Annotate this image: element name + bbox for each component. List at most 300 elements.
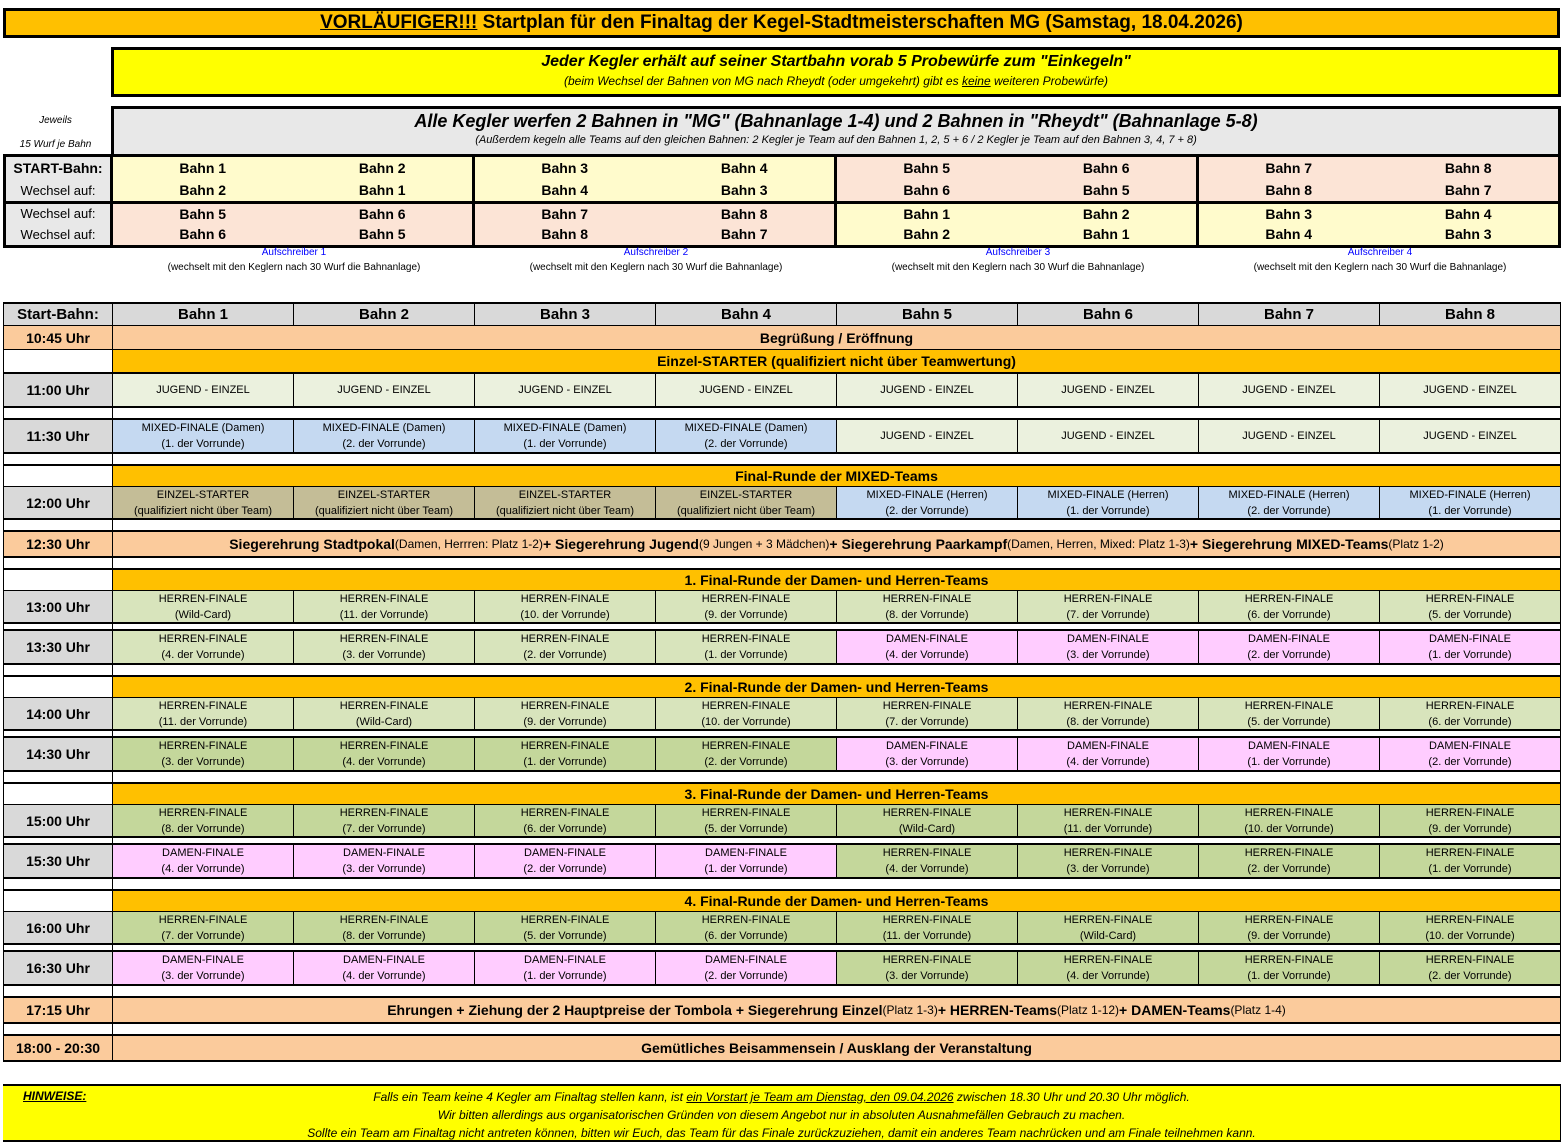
lane-cell: Bahn 5 (358, 226, 406, 242)
spacer (4, 772, 1560, 782)
slot-detail: (5. der Vorrunde) (1428, 608, 1512, 621)
lane-slot (656, 845, 837, 877)
time-cell: 14:00 Uhr (4, 698, 113, 729)
lane-slot (113, 591, 294, 622)
slot-event: JUGEND - EINZEL (337, 384, 431, 396)
spacer (4, 520, 1560, 530)
slot-event: HERREN-FINALE (158, 699, 248, 712)
time-cell: 17:15 Uhr (4, 998, 113, 1022)
slot-event: JUGEND - EINZEL (699, 384, 793, 396)
time-cell-empty (4, 677, 113, 697)
lane-slot (294, 952, 475, 984)
slot-event: HERREN-FINALE (339, 740, 429, 752)
lane-row-switch2 (6, 201, 1558, 223)
slot-event: MIXED-FINALE (Damen) (322, 422, 446, 434)
lane-cell: Bahn 7 (1265, 160, 1313, 176)
header-lane: Bahn 4 (656, 304, 837, 325)
spacer (4, 454, 1560, 464)
time-cell: 12:00 Uhr (4, 487, 113, 518)
slot-event: HERREN-FINALE (339, 699, 429, 712)
slot-detail: (4. der Vorrunde) (1066, 756, 1150, 768)
slot-event: DAMEN-FINALE (705, 847, 787, 859)
slot-event: DAMEN-FINALE (524, 847, 606, 859)
time-cell: 13:30 Uhr (4, 631, 113, 663)
time-cell: 12:30 Uhr (4, 532, 113, 556)
slot-event: MIXED-FINALE (Damen) (141, 422, 265, 434)
slot-detail: (2. der Vorrunde) (1247, 649, 1331, 661)
lane-slot (837, 591, 1018, 622)
slot-event: HERREN-FINALE (339, 913, 429, 926)
lane-slot (1380, 374, 1560, 406)
time-cell: 13:00 Uhr (4, 591, 113, 622)
lane-slot (837, 738, 1018, 770)
lane-slot (837, 845, 1018, 877)
lane-slot (294, 805, 475, 836)
slot-event: HERREN-FINALE (339, 633, 429, 645)
slot-detail: (3. der Vorrunde) (161, 970, 245, 982)
slot-event: HERREN-FINALE (158, 633, 248, 645)
lane-slot (1018, 631, 1199, 663)
lane-slot (1018, 738, 1199, 770)
slot-event: HERREN-FINALE (158, 592, 248, 605)
lane-cell: Bahn 3 (1265, 205, 1313, 222)
side-note-line1: Jeweils (39, 115, 72, 126)
lane-cell: Bahn 7 (1444, 182, 1492, 198)
lane-cell: Bahn 8 (1265, 182, 1313, 198)
slot-detail: (Wild-Card) (898, 822, 956, 835)
side-note-line2: 15 Wurf je Bahn (19, 139, 92, 150)
lane-cell: Bahn 1 (179, 160, 227, 176)
slot-event: MIXED-FINALE (Herren) (866, 488, 988, 501)
lane-slot (1199, 487, 1380, 518)
slot-detail: (4. der Vorrunde) (161, 649, 245, 661)
slot-detail: (3. der Vorrunde) (885, 756, 969, 768)
page-title (3, 8, 1560, 38)
lane-slot (475, 738, 656, 770)
hinweise-line3: Sollte ein Team am Finaltag nicht antreten können, bitten wir Euch, das Team für das Finale zurückzuziehen, damit ein anderes Team nachrücken und am Finale teilnehmen kann. (307, 1126, 1256, 1140)
slot-event: DAMEN-FINALE (162, 954, 244, 966)
lane-slot (1380, 845, 1560, 877)
lane-slot (837, 487, 1018, 518)
slot-detail: (2. der Vorrunde) (1428, 970, 1512, 982)
lane-slot (113, 374, 294, 406)
aufschreiber-name: Aufschreiber 2 (623, 247, 689, 258)
slot-detail: (1. der Vorrunde) (1247, 970, 1331, 982)
slot-event: HERREN-FINALE (1244, 954, 1334, 966)
aufschreiber-desc: (wechselt mit den Keglern nach 30 Wurf die Bahnanlage) (1253, 262, 1507, 273)
lane-slot (1018, 591, 1199, 622)
slot-detail: (10. der Vorrunde) (1425, 929, 1515, 942)
lane-cell: Bahn 4 (720, 160, 768, 176)
lane-slot (113, 912, 294, 943)
slot-detail: (Wild-Card) (1079, 929, 1137, 942)
slot-event: HERREN-FINALE (520, 740, 610, 752)
header-label: Start-Bahn: (4, 304, 113, 325)
slot-detail: (4. der Vorrunde) (342, 756, 426, 768)
lane-slot (1380, 487, 1560, 518)
row-1330 (4, 629, 1560, 665)
slot-event: MIXED-FINALE (Herren) (1047, 488, 1169, 501)
aufschreiber-2 (475, 247, 837, 273)
row-1400 (4, 697, 1560, 731)
section-title: 2. Final-Runde der Damen- und Herren-Teams (113, 677, 1560, 697)
header-lane: Bahn 3 (475, 304, 656, 325)
lane-slot (1018, 912, 1199, 943)
warmup-notice (111, 47, 1561, 97)
slot-detail: (4. der Vorrunde) (1066, 970, 1150, 982)
slot-event: MIXED-FINALE (Damen) (684, 422, 808, 434)
lane-slot (1018, 487, 1199, 518)
slot-detail: (1. der Vorrunde) (523, 756, 607, 768)
spacer (4, 558, 1560, 568)
lane-cell: Bahn 8 (720, 205, 768, 222)
section-mixed (4, 464, 1560, 486)
lane-cell: Bahn 1 (358, 182, 406, 198)
lane-slot (1199, 952, 1380, 984)
slot-detail: (qualifiziert nicht über Team) (496, 504, 634, 517)
slot-detail: (5. der Vorrunde) (1247, 715, 1331, 728)
lane-row-label: Wechsel auf: (6, 179, 113, 201)
row-1130 (4, 418, 1560, 454)
lane-slot (1018, 845, 1199, 877)
slot-detail: (9. der Vorrunde) (704, 608, 788, 621)
lane-slot (1199, 420, 1380, 452)
slot-detail: (10. der Vorrunde) (1244, 822, 1334, 835)
section-title: 1. Final-Runde der Damen- und Herren-Teams (113, 570, 1560, 590)
slot-event: JUGEND - EINZEL (1242, 430, 1336, 442)
slot-detail: (7. der Vorrunde) (1066, 608, 1150, 621)
slot-event: HERREN-FINALE (1425, 913, 1515, 926)
slot-event: HERREN-FINALE (1063, 592, 1153, 605)
slot-event: HERREN-FINALE (1425, 847, 1515, 859)
lane-slot (1018, 420, 1199, 452)
slot-detail: (11. der Vorrunde) (158, 715, 248, 728)
aufschreiber-name: Aufschreiber 4 (1347, 247, 1413, 258)
aufschreiber-1 (113, 247, 475, 273)
slot-event: JUGEND - EINZEL (1061, 384, 1155, 396)
slot-event: HERREN-FINALE (1244, 592, 1334, 605)
lane-slot (837, 374, 1018, 406)
lane-slot (475, 805, 656, 836)
slot-detail: (10. der Vorrunde) (520, 608, 610, 621)
slot-detail: (4. der Vorrunde) (342, 970, 426, 982)
slot-detail: (qualifiziert nicht über Team) (134, 504, 272, 517)
spacer (4, 879, 1560, 889)
schedule-table (3, 302, 1561, 1062)
slot-detail: (1. der Vorrunde) (704, 649, 788, 661)
slot-detail: (7. der Vorrunde) (161, 929, 245, 942)
lane-slot (1199, 845, 1380, 877)
lane-cell: Bahn 3 (1444, 226, 1492, 242)
aufschreiber-3 (837, 247, 1199, 273)
title-prefix: VORLÄUFIGER!!! (320, 12, 478, 33)
lane-slot (294, 420, 475, 452)
lane-slot (1380, 805, 1560, 836)
lane-slot (113, 420, 294, 452)
lane-slot (113, 698, 294, 729)
slot-detail: (2. der Vorrunde) (704, 438, 788, 450)
header-lane: Bahn 8 (1380, 304, 1560, 325)
lane-slot (1018, 698, 1199, 729)
section-round3 (4, 782, 1560, 804)
time-cell: 10:45 Uhr (4, 326, 113, 349)
lane-cell: Bahn 2 (1082, 205, 1130, 222)
slot-detail: (3. der Vorrunde) (342, 863, 426, 875)
row-1200 (4, 486, 1560, 520)
lane-slot (656, 591, 837, 622)
slot-event: HERREN-FINALE (520, 699, 610, 712)
slot-event: HERREN-FINALE (701, 699, 791, 712)
lane-info-box (111, 106, 1561, 154)
row-1500 (4, 804, 1560, 838)
slot-detail: (2. der Vorrunde) (885, 504, 969, 517)
slot-detail: (1. der Vorrunde) (161, 438, 245, 450)
slot-event: HERREN-FINALE (1063, 954, 1153, 966)
slot-event: HERREN-FINALE (701, 592, 791, 605)
section-einzel (4, 350, 1560, 372)
event-cell: Begrüßung / Eröffnung (113, 326, 1560, 349)
slot-detail: (1. der Vorrunde) (704, 863, 788, 875)
lane-slot (475, 631, 656, 663)
lane-cell: Bahn 7 (541, 205, 589, 222)
slot-event: DAMEN-FINALE (1429, 633, 1511, 645)
slot-event: HERREN-FINALE (701, 913, 791, 926)
time-cell-empty (4, 350, 113, 372)
lane-slot (656, 698, 837, 729)
slot-event: HERREN-FINALE (158, 913, 248, 926)
slot-detail: (8. der Vorrunde) (161, 822, 245, 835)
hinweise-line2: Wir bitten allerdings aus organisatorischen Gründen von diesem Angebot nur in absoluten Ausnahmefällen Gebrauch zu machen. (437, 1108, 1126, 1122)
slot-detail: (3. der Vorrunde) (161, 756, 245, 768)
lane-row-switch1 (6, 179, 1558, 201)
event-cell: Gemütliches Beisammensein / Ausklang der Veranstaltung (113, 1036, 1560, 1060)
lane-cell: Bahn 6 (179, 226, 227, 242)
slot-event: HERREN-FINALE (1244, 806, 1334, 819)
lane-cell: Bahn 6 (903, 182, 951, 198)
slot-detail: (3. der Vorrunde) (1066, 863, 1150, 875)
notice-line1: Jeder Kegler erhält auf seiner Startbahn vorab 5 Probewürfe zum "Einkegeln" (541, 53, 1131, 70)
lane-slot (1199, 631, 1380, 663)
lane-slot (113, 631, 294, 663)
slot-detail: (11. der Vorrunde) (1063, 822, 1153, 835)
row-1230 (4, 530, 1560, 558)
row-1100 (4, 372, 1560, 408)
slot-detail: (2. der Vorrunde) (342, 438, 426, 450)
section-title: Final-Runde der MIXED-Teams (113, 466, 1560, 486)
lane-slot (1380, 631, 1560, 663)
slot-event: JUGEND - EINZEL (880, 430, 974, 442)
slot-detail: (9. der Vorrunde) (1247, 929, 1331, 942)
lane-cell: Bahn 3 (720, 182, 768, 198)
slot-event: EINZEL-STARTER (337, 488, 431, 501)
slot-detail: (2. der Vorrunde) (523, 649, 607, 661)
aufschreiber-desc: (wechselt mit den Keglern nach 30 Wurf die Bahnanlage) (891, 262, 1145, 273)
lane-cell: Bahn 2 (903, 226, 951, 242)
slot-detail: (1. der Vorrunde) (523, 970, 607, 982)
slot-event: HERREN-FINALE (701, 633, 791, 645)
slot-event: DAMEN-FINALE (1248, 740, 1330, 752)
lane-slot (1380, 912, 1560, 943)
slot-event: HERREN-FINALE (339, 592, 429, 605)
slot-detail: (5. der Vorrunde) (704, 822, 788, 835)
slot-detail: (3. der Vorrunde) (1066, 649, 1150, 661)
slot-detail: (6. der Vorrunde) (704, 929, 788, 942)
slot-event: JUGEND - EINZEL (1423, 430, 1517, 442)
ceremony-1715: Ehrungen + Ziehung der 2 Hauptpreise der Tombola + Siegerehrung Einzel (Platz 1-3) + HERREN-Teams (Platz 1-12) + DAMEN-Teams (Platz 1-4) (113, 998, 1560, 1022)
lane-slot (656, 805, 837, 836)
header-lane: Bahn 1 (113, 304, 294, 325)
slot-event: HERREN-FINALE (1063, 847, 1153, 859)
spacer (4, 986, 1560, 996)
lane-cell: Bahn 4 (1444, 205, 1492, 222)
lane-slot (113, 952, 294, 984)
lane-cell: Bahn 5 (1082, 182, 1130, 198)
slot-event: HERREN-FINALE (882, 699, 972, 712)
slot-detail: (1. der Vorrunde) (1428, 649, 1512, 661)
lane-slot (294, 912, 475, 943)
spacer (4, 665, 1560, 675)
slot-event: HERREN-FINALE (1425, 699, 1515, 712)
slot-event: HERREN-FINALE (339, 806, 429, 819)
header-lane: Bahn 5 (837, 304, 1018, 325)
title-text: Startplan für den Finaltag der Kegel-Stadtmeisterschaften MG (Samstag, 18.04.2026) (477, 12, 1243, 33)
time-cell: 18:00 - 20:30 (4, 1036, 113, 1060)
slot-detail: (10. der Vorrunde) (701, 715, 791, 728)
slot-event: HERREN-FINALE (701, 806, 791, 819)
section-round4 (4, 889, 1560, 911)
lane-slot (475, 487, 656, 518)
slot-event: MIXED-FINALE (Herren) (1228, 488, 1350, 501)
lane-slot (656, 738, 837, 770)
slot-event: DAMEN-FINALE (1067, 740, 1149, 752)
lane-slot (1380, 591, 1560, 622)
lane-rotation-table (3, 154, 1561, 248)
slot-detail: (2. der Vorrunde) (1428, 756, 1512, 768)
slot-detail: (6. der Vorrunde) (1247, 608, 1331, 621)
slot-detail: (11. der Vorrunde) (339, 608, 429, 621)
slot-event: HERREN-FINALE (1063, 806, 1153, 819)
slot-detail: (11. der Vorrunde) (882, 929, 972, 942)
lane-cell: Bahn 8 (541, 226, 589, 242)
lane-slot (656, 374, 837, 406)
lane-slot (1199, 591, 1380, 622)
info-line2: (Außerdem kegeln alle Teams auf den gleichen Bahnen: 2 Kegler je Team auf den Bahnen 1, 2, 5 + 6 / 2 Kegler je Team auf den Bahnen 3, 4, 7 + 8) (475, 134, 1197, 146)
lane-slot (837, 631, 1018, 663)
time-cell: 11:00 Uhr (4, 374, 113, 406)
slot-event: JUGEND - EINZEL (1242, 384, 1336, 396)
lane-slot (1199, 912, 1380, 943)
aufschreiber-name: Aufschreiber 1 (261, 247, 327, 258)
lane-slot (475, 374, 656, 406)
slot-detail: (8. der Vorrunde) (885, 608, 969, 621)
lane-slot (113, 845, 294, 877)
spacer (4, 408, 1560, 418)
slot-event: HERREN-FINALE (520, 913, 610, 926)
lane-slot (475, 912, 656, 943)
section-title: 3. Final-Runde der Damen- und Herren-Teams (113, 784, 1560, 804)
lane-slot (294, 591, 475, 622)
lane-slot (1018, 805, 1199, 836)
lane-slot (294, 698, 475, 729)
lane-slot (837, 952, 1018, 984)
slot-event: HERREN-FINALE (158, 806, 248, 819)
header-lane: Bahn 7 (1199, 304, 1380, 325)
slot-detail: (9. der Vorrunde) (1428, 822, 1512, 835)
slot-detail: (2. der Vorrunde) (523, 863, 607, 875)
aufschreiber-4 (1199, 247, 1561, 273)
slot-detail: (3. der Vorrunde) (885, 970, 969, 982)
slot-event: JUGEND - EINZEL (156, 384, 250, 396)
slot-detail: (1. der Vorrunde) (1066, 504, 1150, 517)
header-lane: Bahn 6 (1018, 304, 1199, 325)
slot-event: MIXED-FINALE (Herren) (1409, 488, 1531, 501)
aufschreiber-desc: (wechselt mit den Keglern nach 30 Wurf die Bahnanlage) (529, 262, 783, 273)
lane-cell: Bahn 3 (541, 160, 589, 176)
lane-slot (837, 698, 1018, 729)
lane-slot (294, 845, 475, 877)
slot-detail: (qualifiziert nicht über Team) (677, 504, 815, 517)
slot-detail: (2. der Vorrunde) (1247, 504, 1331, 517)
slot-detail: (5. der Vorrunde) (523, 929, 607, 942)
slot-event: DAMEN-FINALE (524, 954, 606, 966)
slot-event: HERREN-FINALE (520, 592, 610, 605)
row-1300 (4, 590, 1560, 624)
slot-event: DAMEN-FINALE (343, 847, 425, 859)
hinweise-label: HINWEISE: (23, 1089, 87, 1103)
slot-event: DAMEN-FINALE (886, 740, 968, 752)
lane-slot (656, 952, 837, 984)
slot-event: HERREN-FINALE (882, 806, 972, 819)
lane-cell: Bahn 6 (358, 205, 406, 222)
slot-event: HERREN-FINALE (882, 954, 972, 966)
time-cell-empty (4, 784, 113, 804)
hinweise-line1: Falls ein Team keine 4 Kegler am Finaltag stellen kann, ist ein Vorstart je Team am Dienstag, den 09.04.2026 zwischen 18.30 Uhr und 20.30 Uhr möglich. (373, 1090, 1190, 1104)
slot-event: EINZEL-STARTER (699, 488, 793, 501)
lane-row-label: Wechsel auf: (6, 223, 113, 245)
slot-event: DAMEN-FINALE (162, 847, 244, 859)
slot-event: HERREN-FINALE (1244, 913, 1334, 926)
lane-slot (1199, 374, 1380, 406)
slot-event: DAMEN-FINALE (705, 954, 787, 966)
section-round1 (4, 568, 1560, 590)
lane-slot (656, 912, 837, 943)
schedule-header (4, 302, 1560, 326)
lane-slot (475, 420, 656, 452)
slot-detail: (8. der Vorrunde) (1066, 715, 1150, 728)
time-cell: 15:00 Uhr (4, 805, 113, 836)
slot-detail: (6. der Vorrunde) (1428, 715, 1512, 728)
lane-slot (1380, 952, 1560, 984)
time-cell-empty (4, 466, 113, 486)
row-1800 (4, 1034, 1560, 1062)
lane-slot (656, 631, 837, 663)
lane-cell: Bahn 6 (1082, 160, 1130, 176)
slot-event: HERREN-FINALE (882, 847, 972, 859)
slot-event: EINZEL-STARTER (518, 488, 612, 501)
lane-slot (113, 487, 294, 518)
lane-slot (294, 374, 475, 406)
row-1630 (4, 950, 1560, 986)
lane-slot (837, 420, 1018, 452)
slot-detail: (Wild-Card) (355, 715, 413, 728)
slot-detail: (2. der Vorrunde) (704, 756, 788, 768)
info-line1: Alle Kegler werfen 2 Bahnen in "MG" (Bahnanlage 1-4) und 2 Bahnen in "Rheydt" (Bahnanlage 5-8) (414, 111, 1258, 131)
slot-detail: (7. der Vorrunde) (885, 715, 969, 728)
lane-cell: Bahn 1 (903, 205, 951, 222)
slot-detail: (4. der Vorrunde) (161, 863, 245, 875)
slot-detail: (Wild-Card) (174, 608, 232, 621)
row-1430 (4, 736, 1560, 772)
